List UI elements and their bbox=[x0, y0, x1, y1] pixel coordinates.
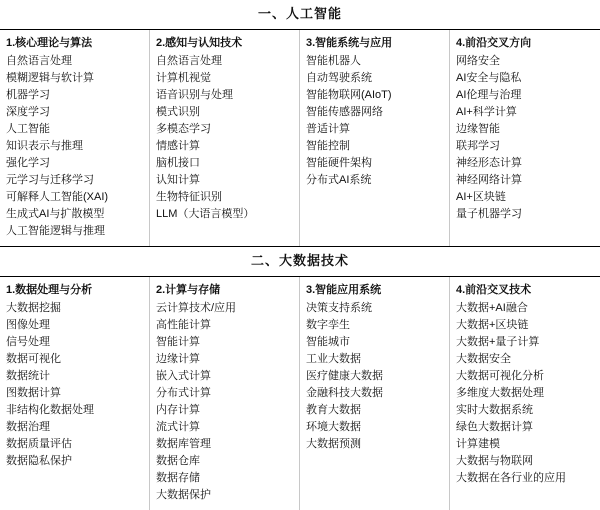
list-item: 智能机器人 bbox=[306, 55, 361, 67]
list-item: 人工智能逻辑与推理 bbox=[6, 225, 105, 237]
column-heading: 2.感知与认知技术 bbox=[156, 37, 243, 49]
list-item: 人工智能 bbox=[6, 123, 50, 135]
list-item: 大数据可视化分析 bbox=[456, 370, 544, 382]
list-item: 大数据安全 bbox=[456, 353, 511, 365]
list-item: 数据质量评估 bbox=[6, 438, 72, 450]
column-heading: 1.数据处理与分析 bbox=[6, 284, 93, 296]
column-heading: 4.前沿交叉方向 bbox=[456, 37, 532, 49]
column-heading: 3.智能应用系统 bbox=[306, 284, 382, 296]
list-item: LLM（大语言模型） bbox=[156, 208, 255, 220]
list-item: 自然语言处理 bbox=[156, 55, 222, 67]
list-item: 嵌入式计算 bbox=[156, 370, 211, 382]
list-item: 机器学习 bbox=[6, 89, 50, 101]
list-item: 数据库管理 bbox=[156, 438, 211, 450]
list-item: 智能控制 bbox=[306, 140, 350, 152]
list-item: 智能传感器网络 bbox=[306, 106, 383, 118]
list-item: 情感计算 bbox=[156, 140, 200, 152]
column-heading: 3.智能系统与应用 bbox=[306, 37, 393, 49]
list-item: 强化学习 bbox=[6, 157, 50, 169]
column-heading: 1.核心理论与算法 bbox=[6, 37, 93, 49]
list-item: 数据治理 bbox=[6, 421, 50, 433]
list-item: 数据存储 bbox=[156, 472, 200, 484]
list-item: AI+科学计算 bbox=[456, 106, 517, 118]
list-item: 智能硬件架构 bbox=[306, 157, 372, 169]
section-columns bbox=[0, 277, 600, 510]
column-bd-computing-storage bbox=[150, 277, 300, 510]
list-item: 量子机器学习 bbox=[456, 208, 522, 220]
list-item: 环境大数据 bbox=[306, 421, 361, 433]
list-item: 自然语言处理 bbox=[6, 55, 72, 67]
list-item: 神经形态计算 bbox=[456, 157, 522, 169]
list-item: 云计算技术/应用 bbox=[156, 302, 237, 314]
list-item: 脑机接口 bbox=[156, 157, 200, 169]
list-item: AI安全与隐私 bbox=[456, 72, 522, 84]
section-columns bbox=[0, 30, 600, 246]
list-item: 智能物联网(AIoT) bbox=[306, 89, 392, 101]
list-item: 数据统计 bbox=[6, 370, 50, 382]
list-item: 语音识别与处理 bbox=[156, 89, 233, 101]
list-item: 联邦学习 bbox=[456, 140, 500, 152]
list-item: 大数据+AI融合 bbox=[456, 302, 528, 314]
list-item: 计算建模 bbox=[456, 438, 500, 450]
list-item: 认知计算 bbox=[156, 174, 200, 186]
list-item: 多维度大数据处理 bbox=[456, 387, 544, 399]
list-item: 工业大数据 bbox=[306, 353, 361, 365]
section-title: 一、人工智能 bbox=[0, 0, 600, 30]
list-item: 大数据+量子计算 bbox=[456, 336, 540, 348]
list-item: 元学习与迁移学习 bbox=[6, 174, 94, 186]
list-item: 自动驾驶系统 bbox=[306, 72, 372, 84]
column-bd-intelligent-applications bbox=[300, 277, 450, 510]
list-item: 计算机视觉 bbox=[156, 72, 211, 84]
column-heading: 4.前沿交叉技术 bbox=[456, 284, 532, 296]
list-item: 大数据保护 bbox=[156, 489, 211, 501]
list-item: 数据仓库 bbox=[156, 455, 200, 467]
list-item: 网络安全 bbox=[456, 55, 500, 67]
column-ai-core-theory bbox=[0, 30, 150, 246]
list-item: 边缘智能 bbox=[456, 123, 500, 135]
list-item: 大数据预测 bbox=[306, 438, 361, 450]
list-item: 模糊逻辑与软计算 bbox=[6, 72, 94, 84]
list-item: 知识表示与推理 bbox=[6, 140, 83, 152]
list-item: 生成式AI与扩散模型 bbox=[6, 208, 105, 220]
list-item: 大数据挖掘 bbox=[6, 302, 61, 314]
list-item: AI+区块链 bbox=[456, 191, 506, 203]
list-item: 信号处理 bbox=[6, 336, 50, 348]
column-heading: 2.计算与存储 bbox=[156, 284, 221, 296]
list-item: 流式计算 bbox=[156, 421, 200, 433]
list-item: 分布式计算 bbox=[156, 387, 211, 399]
section-title: 二、大数据技术 bbox=[0, 247, 600, 277]
list-item: 图数据计算 bbox=[6, 387, 61, 399]
column-bd-processing-analysis bbox=[0, 277, 150, 510]
list-item: 数字孪生 bbox=[306, 319, 350, 331]
list-item: 智能城市 bbox=[306, 336, 350, 348]
list-item: 非结构化数据处理 bbox=[6, 404, 94, 416]
list-item: 普适计算 bbox=[306, 123, 350, 135]
column-ai-intelligent-systems bbox=[300, 30, 450, 246]
list-item: 数据可视化 bbox=[6, 353, 61, 365]
list-item: 大数据+区块链 bbox=[456, 319, 529, 331]
list-item: 大数据在各行业的应用 bbox=[456, 472, 566, 484]
list-item: 实时大数据系统 bbox=[456, 404, 533, 416]
list-item: 图像处理 bbox=[6, 319, 50, 331]
list-item: 决策支持系统 bbox=[306, 302, 372, 314]
list-item: 可解释人工智能(XAI) bbox=[6, 191, 109, 203]
list-item: 大数据与物联网 bbox=[456, 455, 533, 467]
section-artificial-intelligence bbox=[0, 0, 600, 246]
list-item: 边缘计算 bbox=[156, 353, 200, 365]
list-item: 金融科技大数据 bbox=[306, 387, 383, 399]
list-item: 模式识别 bbox=[156, 106, 200, 118]
list-item: 医疗健康大数据 bbox=[306, 370, 383, 382]
list-item: 分布式AI系统 bbox=[306, 174, 372, 186]
list-item: 生物特征识别 bbox=[156, 191, 222, 203]
list-item: 数据隐私保护 bbox=[6, 455, 72, 467]
column-ai-perception-cognition bbox=[150, 30, 300, 246]
list-item: AI伦理与治理 bbox=[456, 89, 522, 101]
list-item: 神经网络计算 bbox=[456, 174, 522, 186]
list-item: 深度学习 bbox=[6, 106, 50, 118]
list-item: 教育大数据 bbox=[306, 404, 361, 416]
list-item: 绿色大数据计算 bbox=[456, 421, 533, 433]
list-item: 内存计算 bbox=[156, 404, 200, 416]
list-item: 多模态学习 bbox=[156, 123, 211, 135]
list-item: 高性能计算 bbox=[156, 319, 211, 331]
column-bd-frontier-cross bbox=[450, 277, 600, 510]
column-ai-frontier-cross bbox=[450, 30, 600, 246]
list-item: 智能计算 bbox=[156, 336, 200, 348]
section-big-data-technology bbox=[0, 247, 600, 510]
